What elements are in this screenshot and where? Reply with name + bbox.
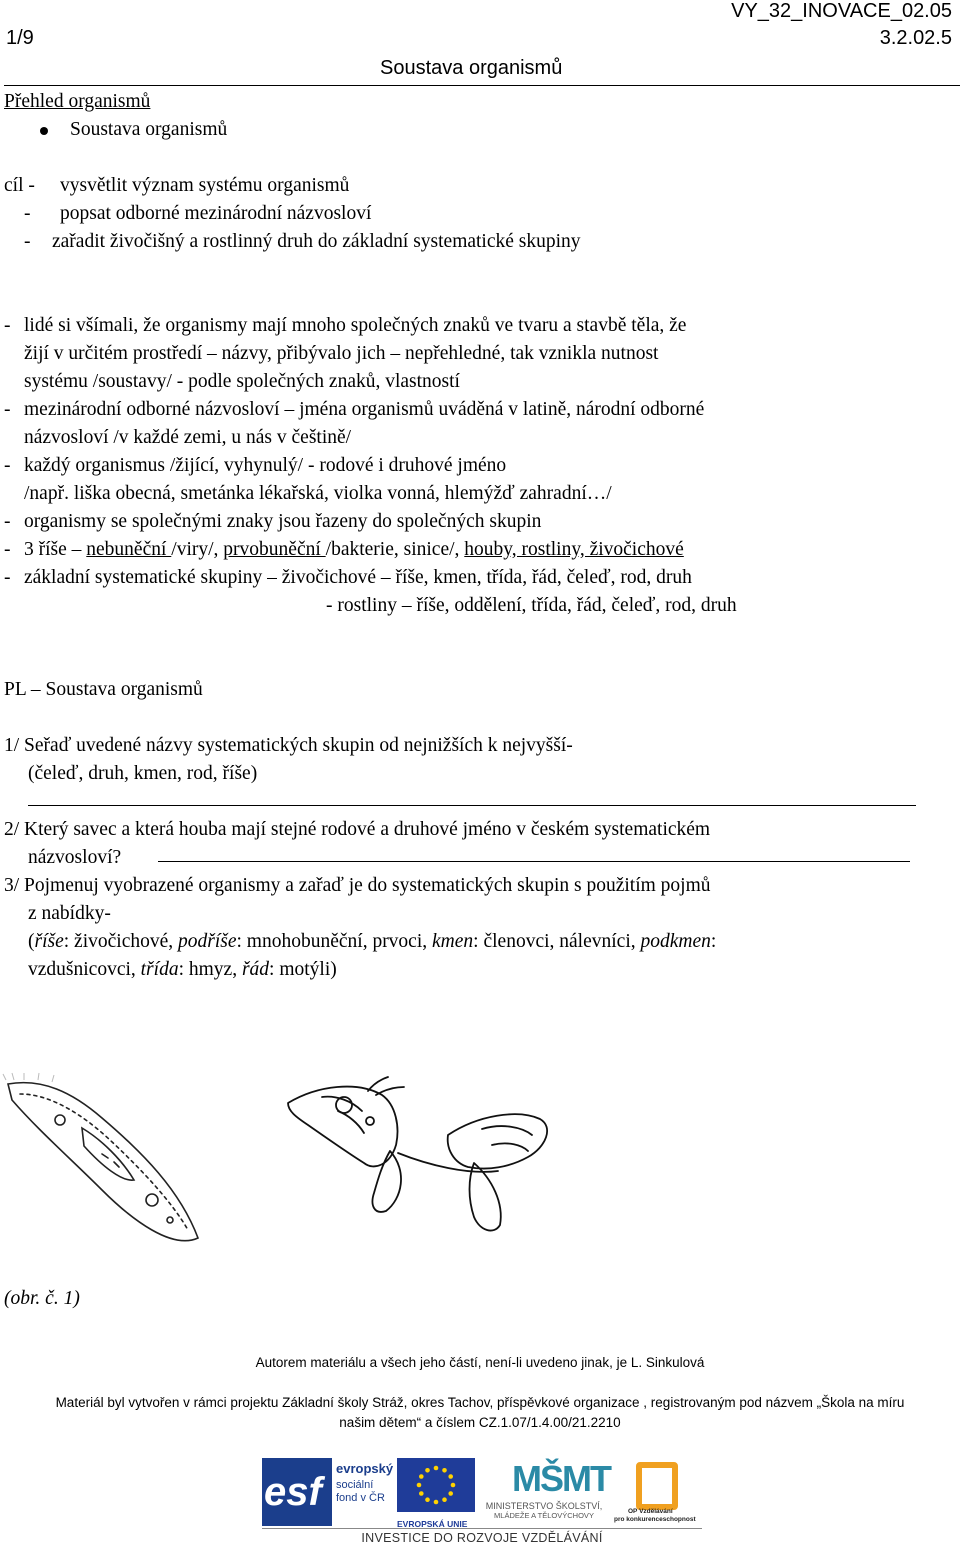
page-number: 1/9: [6, 27, 34, 49]
msmt-logo-mark: MŠMT: [512, 1458, 610, 1499]
op-logo: [614, 1458, 704, 1526]
note-dash: -: [4, 399, 11, 420]
eu-star-icon: [442, 1497, 447, 1502]
esf-text-3: fond v ČR: [336, 1492, 385, 1504]
section-heading: Přehled organismů: [4, 91, 151, 112]
goal-item: vysvětlit význam systému organismů: [60, 175, 350, 196]
note-dash: -: [4, 315, 11, 336]
esf-logo: [262, 1458, 392, 1526]
bullet-dot: [40, 127, 48, 135]
esf-logo-mark: esf: [264, 1470, 322, 1514]
kingdom-prokaryotes: prvobuněční: [223, 539, 326, 560]
msmt-text-2: MLÁDEŽE A TĚLOVÝCHOVY: [494, 1511, 594, 1520]
eu-flag-icon: [397, 1458, 475, 1512]
eu-star-icon: [425, 1497, 430, 1502]
note-line: základní systematické skupiny – živočichové – říše, kmen, třída, řád, čeleď, rod, druh: [24, 567, 692, 588]
eu-star-icon: [434, 1500, 439, 1505]
option-key: kmen: [432, 931, 474, 952]
note-line: každý organismus /žijící, vyhynulý/ - rodové i druhové jméno: [24, 455, 507, 476]
option-key: podříše: [178, 931, 237, 952]
kingdoms-text: /viry/,: [171, 539, 224, 560]
goal-dash: -: [24, 231, 31, 252]
kingdoms-text: /bakterie, sinice/,: [325, 539, 465, 560]
butterfly-drawing: [278, 1075, 578, 1245]
eu-star-icon: [417, 1483, 422, 1488]
kingdoms-line: [24, 536, 684, 564]
msmt-text-1: MINISTERSTVO ŠKOLSTVÍ,: [485, 1501, 603, 1511]
header-rule: [4, 85, 960, 86]
note-line: mezinárodní odborné názvosloví – jména organismů uváděná v latině, národní odborné: [24, 399, 705, 420]
question-2-text: názvosloví?: [28, 847, 122, 868]
question-2: 2/ Který savec a která houba mají stejné rodové a druhové jméno v českém systematickém: [4, 819, 711, 840]
worksheet-title: PL – Soustava organismů: [4, 679, 203, 700]
eu-star-icon: [434, 1466, 439, 1471]
option-key: říše: [34, 931, 64, 952]
answer-line-2[interactable]: [158, 861, 910, 862]
note-dash: -: [4, 455, 11, 476]
eu-logo: [397, 1458, 475, 1529]
kingdoms-prefix: 3 říše –: [24, 539, 82, 560]
eu-star-icon: [419, 1491, 424, 1496]
note-line: /např. liška obecná, smetánka lékařská, violka vonná, hlemýžď zahradní…/: [24, 483, 612, 504]
note-line: názvosloví /v každé zemi, u nás v češtině/: [24, 427, 352, 448]
eu-star-icon: [425, 1468, 430, 1473]
options-line-1: (říše: živočichové, podříše: mnohobuněční, prvoci, kmen: členovci, nálevníci, podkmen:: [28, 931, 717, 952]
goal-dash: -: [24, 203, 31, 224]
project-note-line-1: Materiál byl vytvořen v rámci projektu Základní školy Stráž, okres Tachov, příspěvkové organizace , registrovaným pod názvem „Škola na míru: [55, 1395, 905, 1410]
question-3: 3/ Pojmenuj vyobrazené organismy a zařaď je do systematických skupin s použitím pojmů: [4, 875, 711, 896]
goal-item: zařadit živočišný a rostlinný druh do základní systematické skupiny: [52, 231, 581, 252]
option-key: třída: [140, 959, 179, 980]
goal-item: popsat odborné mezinárodní názvosloví: [60, 203, 372, 224]
project-note-line-2: našim dětem“ a číslem CZ.1.07/1.4.00/21.2210: [339, 1415, 621, 1430]
paramecium-drawing: [2, 1070, 212, 1260]
op-text-2: pro konkurenceschopnost: [614, 1516, 696, 1523]
note-line: systému /soustavy/ - podle společných znaků, vlastností: [24, 371, 460, 392]
question-2-cont: [28, 844, 121, 872]
note-dash: -: [4, 567, 11, 588]
eu-star-icon: [419, 1474, 424, 1479]
note-line: žijí v určitém prostředí – názvy, přibývalo jich – nepřehledné, tak vznikla nutnost: [24, 343, 659, 364]
option-key: podkmen: [640, 931, 711, 952]
eu-star-icon: [442, 1468, 447, 1473]
note-dash: -: [4, 539, 11, 560]
eu-logo-text: EVROPSKÁ UNIE: [397, 1519, 468, 1529]
author-note: Autorem materiálu a všech jeho částí, není-li uvedeno jinak, je L. Sinkulová: [255, 1355, 705, 1370]
section-number: 3.2.02.5: [879, 27, 952, 49]
eu-star-icon: [448, 1474, 453, 1479]
document-title: Soustava organismů: [380, 57, 563, 79]
eu-star-icon: [451, 1483, 456, 1488]
msmt-logo: [478, 1458, 610, 1526]
question-3-cont: z nabídky-: [28, 903, 111, 924]
options-line-2: vzdušnicovci, třída: hmyz, řád: motýli): [28, 959, 337, 980]
op-logo-mark: [636, 1462, 678, 1510]
logo-divider: [262, 1528, 702, 1529]
esf-text-2: sociální: [336, 1479, 374, 1491]
kingdom-eukaryotes: houby, rostliny, živočichové: [464, 539, 684, 560]
note-line: organismy se společnými znaky jsou řazeny do společných skupin: [24, 511, 542, 532]
eu-star-icon: [448, 1491, 453, 1496]
document-code: VY_32_INOVACE_02.05: [731, 0, 952, 22]
question-1: 1/ Seřaď uvedené názvy systematických skupin od nejnižších k nejvyšší-: [4, 735, 573, 756]
kingdom-acellular: nebuněční: [86, 539, 172, 560]
bullet-text: Soustava organismů: [70, 119, 228, 140]
logo-slogan: INVESTICE DO ROZVOJE VZDĚLÁVÁNÍ: [361, 1531, 603, 1545]
note-line: - rostliny – říše, oddělení, třída, řád, čeleď, rod, druh: [326, 595, 737, 616]
note-line: lidé si všímali, že organismy mají mnoho společných znaků ve tvaru a stavbě těla, že: [24, 315, 687, 336]
answer-line-1[interactable]: [28, 805, 916, 806]
esf-text-1: evropský: [336, 1461, 394, 1476]
option-key: řád: [241, 959, 270, 980]
op-text-1: OP Vzdělávání: [628, 1508, 673, 1515]
question-1-hint: (čeleď, druh, kmen, rod, říše): [28, 763, 258, 784]
goals-label: cíl -: [4, 175, 35, 196]
figure-caption: (obr. č. 1): [4, 1288, 80, 1309]
bullet-item: [40, 116, 227, 144]
note-dash: -: [4, 511, 11, 532]
